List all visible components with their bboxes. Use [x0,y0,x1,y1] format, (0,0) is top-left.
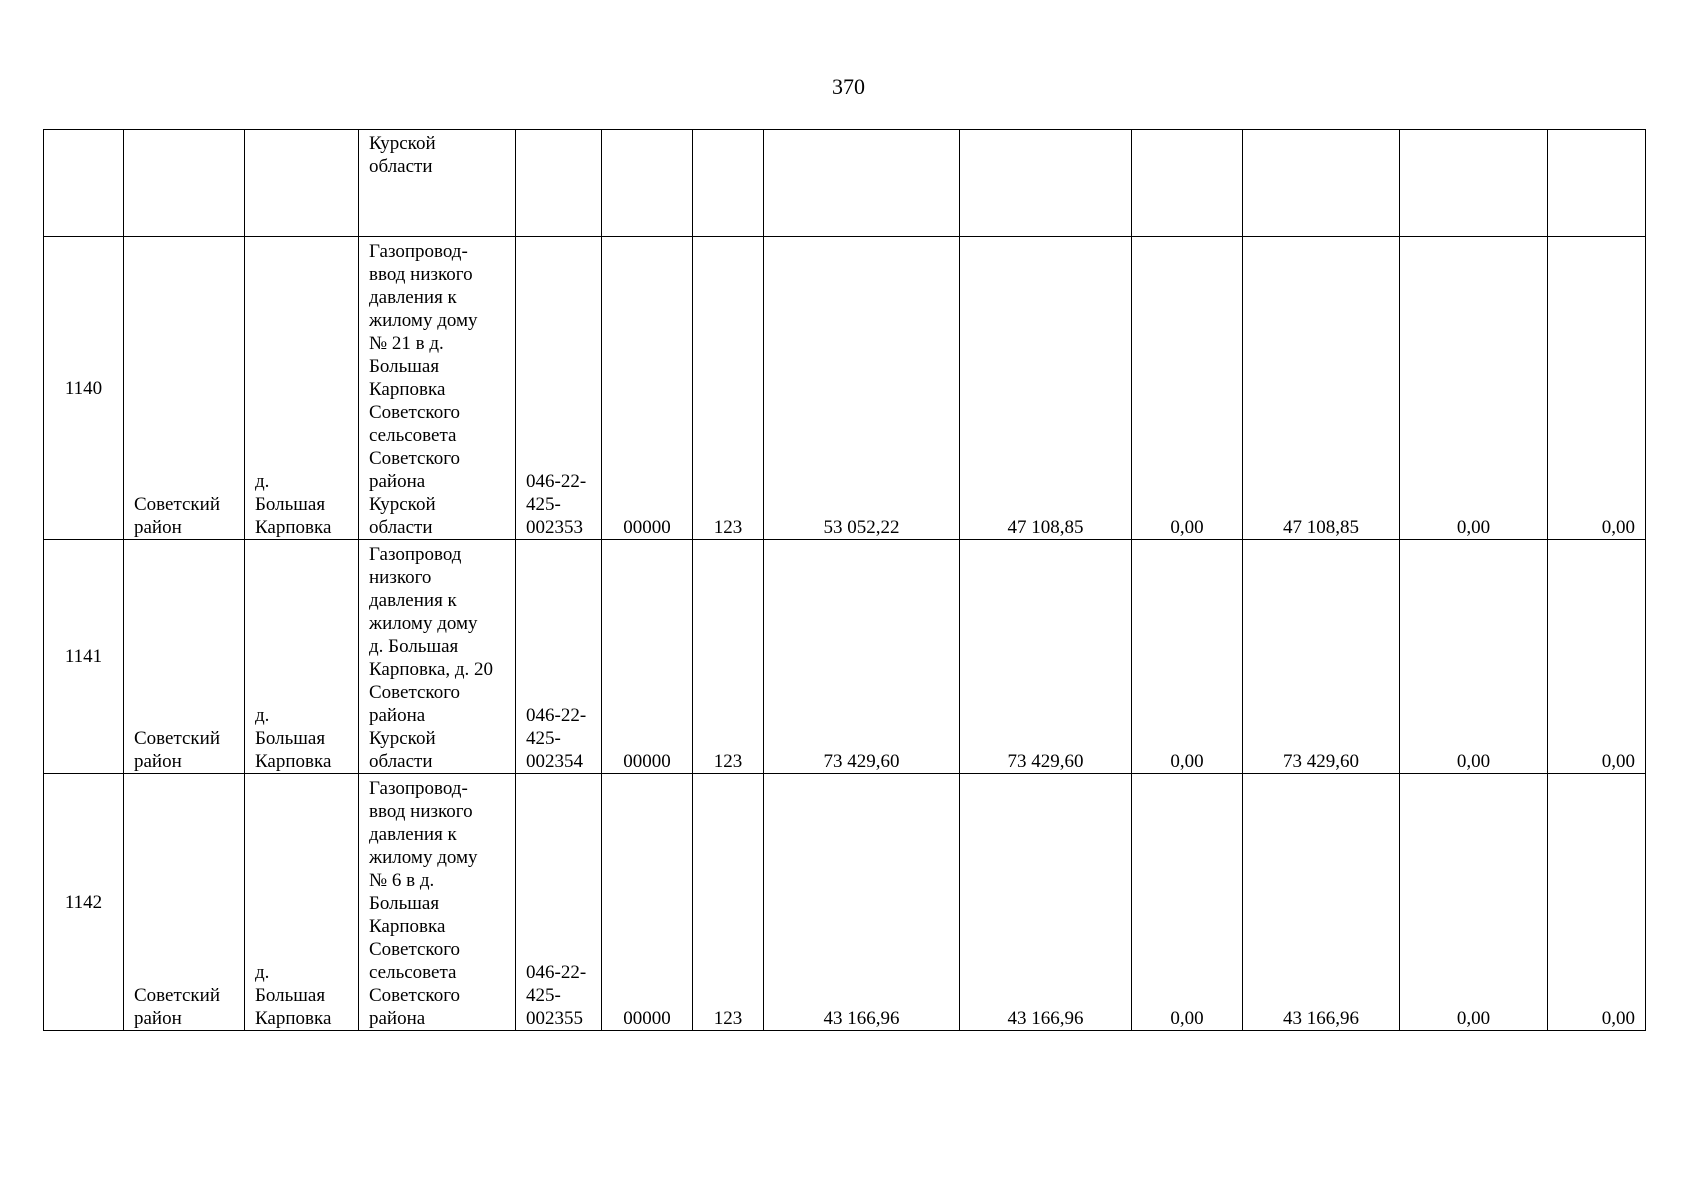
value-4-cell: 73 429,60 [1243,540,1400,774]
value-2-cell: 73 429,60 [960,540,1132,774]
reg-number-cell [516,130,602,237]
value-5-cell: 0,00 [1400,237,1548,540]
value-2-cell [960,130,1132,237]
type-code-cell: 123 [693,540,764,774]
value-3-cell: 0,00 [1132,774,1243,1031]
value-3-cell: 0,00 [1132,237,1243,540]
value-1-cell: 43 166,96 [764,774,960,1031]
type-code-cell: 123 [693,237,764,540]
code-cell: 00000 [602,774,693,1031]
district-cell: Советский район [124,774,245,1031]
object-name-cell: Газопровод низкого давления к жилому дому д. Большая Карповка, д. 20 Советского района Курской области [359,540,516,774]
value-5-cell [1400,130,1548,237]
locality-cell: д. Большая Карповка [245,540,359,774]
table-row-continuation [44,130,1646,237]
value-6-cell: 0,00 [1548,237,1646,540]
reg-number-cell: 046-22- 425- 002353 [516,237,602,540]
value-3-cell [1132,130,1243,237]
value-6-cell: 0,00 [1548,540,1646,774]
value-1-cell: 53 052,22 [764,237,960,540]
code-cell: 00000 [602,237,693,540]
value-2-cell: 47 108,85 [960,237,1132,540]
table-row [44,237,1646,540]
locality-cell [245,130,359,237]
value-4-cell: 43 166,96 [1243,774,1400,1031]
value-6-cell: 0,00 [1548,774,1646,1031]
registry-table [43,129,1646,1031]
value-5-cell: 0,00 [1400,540,1548,774]
district-cell [124,130,245,237]
number-cell [44,130,124,237]
value-2-cell: 43 166,96 [960,774,1132,1031]
reg-number-cell: 046-22- 425- 002354 [516,540,602,774]
object-name-cell: Газопровод- ввод низкого давления к жилому дому № 6 в д. Большая Карповка Советского сельсовета Советского района [359,774,516,1031]
table-row [44,540,1646,774]
locality-cell: д. Большая Карповка [245,237,359,540]
table-row [44,774,1646,1031]
code-cell [602,130,693,237]
code-cell: 00000 [602,540,693,774]
type-code-cell [693,130,764,237]
number-cell: 1142 [44,774,124,1031]
value-4-cell [1243,130,1400,237]
district-cell: Советский район [124,540,245,774]
locality-cell: д. Большая Карповка [245,774,359,1031]
object-name-cell: Газопровод- ввод низкого давления к жилому дому № 21 в д. Большая Карповка Советского сельсовета Советского района Курской области [359,237,516,540]
value-6-cell [1548,130,1646,237]
value-5-cell: 0,00 [1400,774,1548,1031]
page-number: 370 [832,74,865,99]
object-name-cell: Курской области [359,130,516,237]
number-cell: 1140 [44,237,124,540]
district-cell: Советский район [124,237,245,540]
value-1-cell: 73 429,60 [764,540,960,774]
number-cell: 1141 [44,540,124,774]
type-code-cell: 123 [693,774,764,1031]
value-3-cell: 0,00 [1132,540,1243,774]
value-1-cell [764,130,960,237]
value-4-cell: 47 108,85 [1243,237,1400,540]
reg-number-cell: 046-22- 425- 002355 [516,774,602,1031]
